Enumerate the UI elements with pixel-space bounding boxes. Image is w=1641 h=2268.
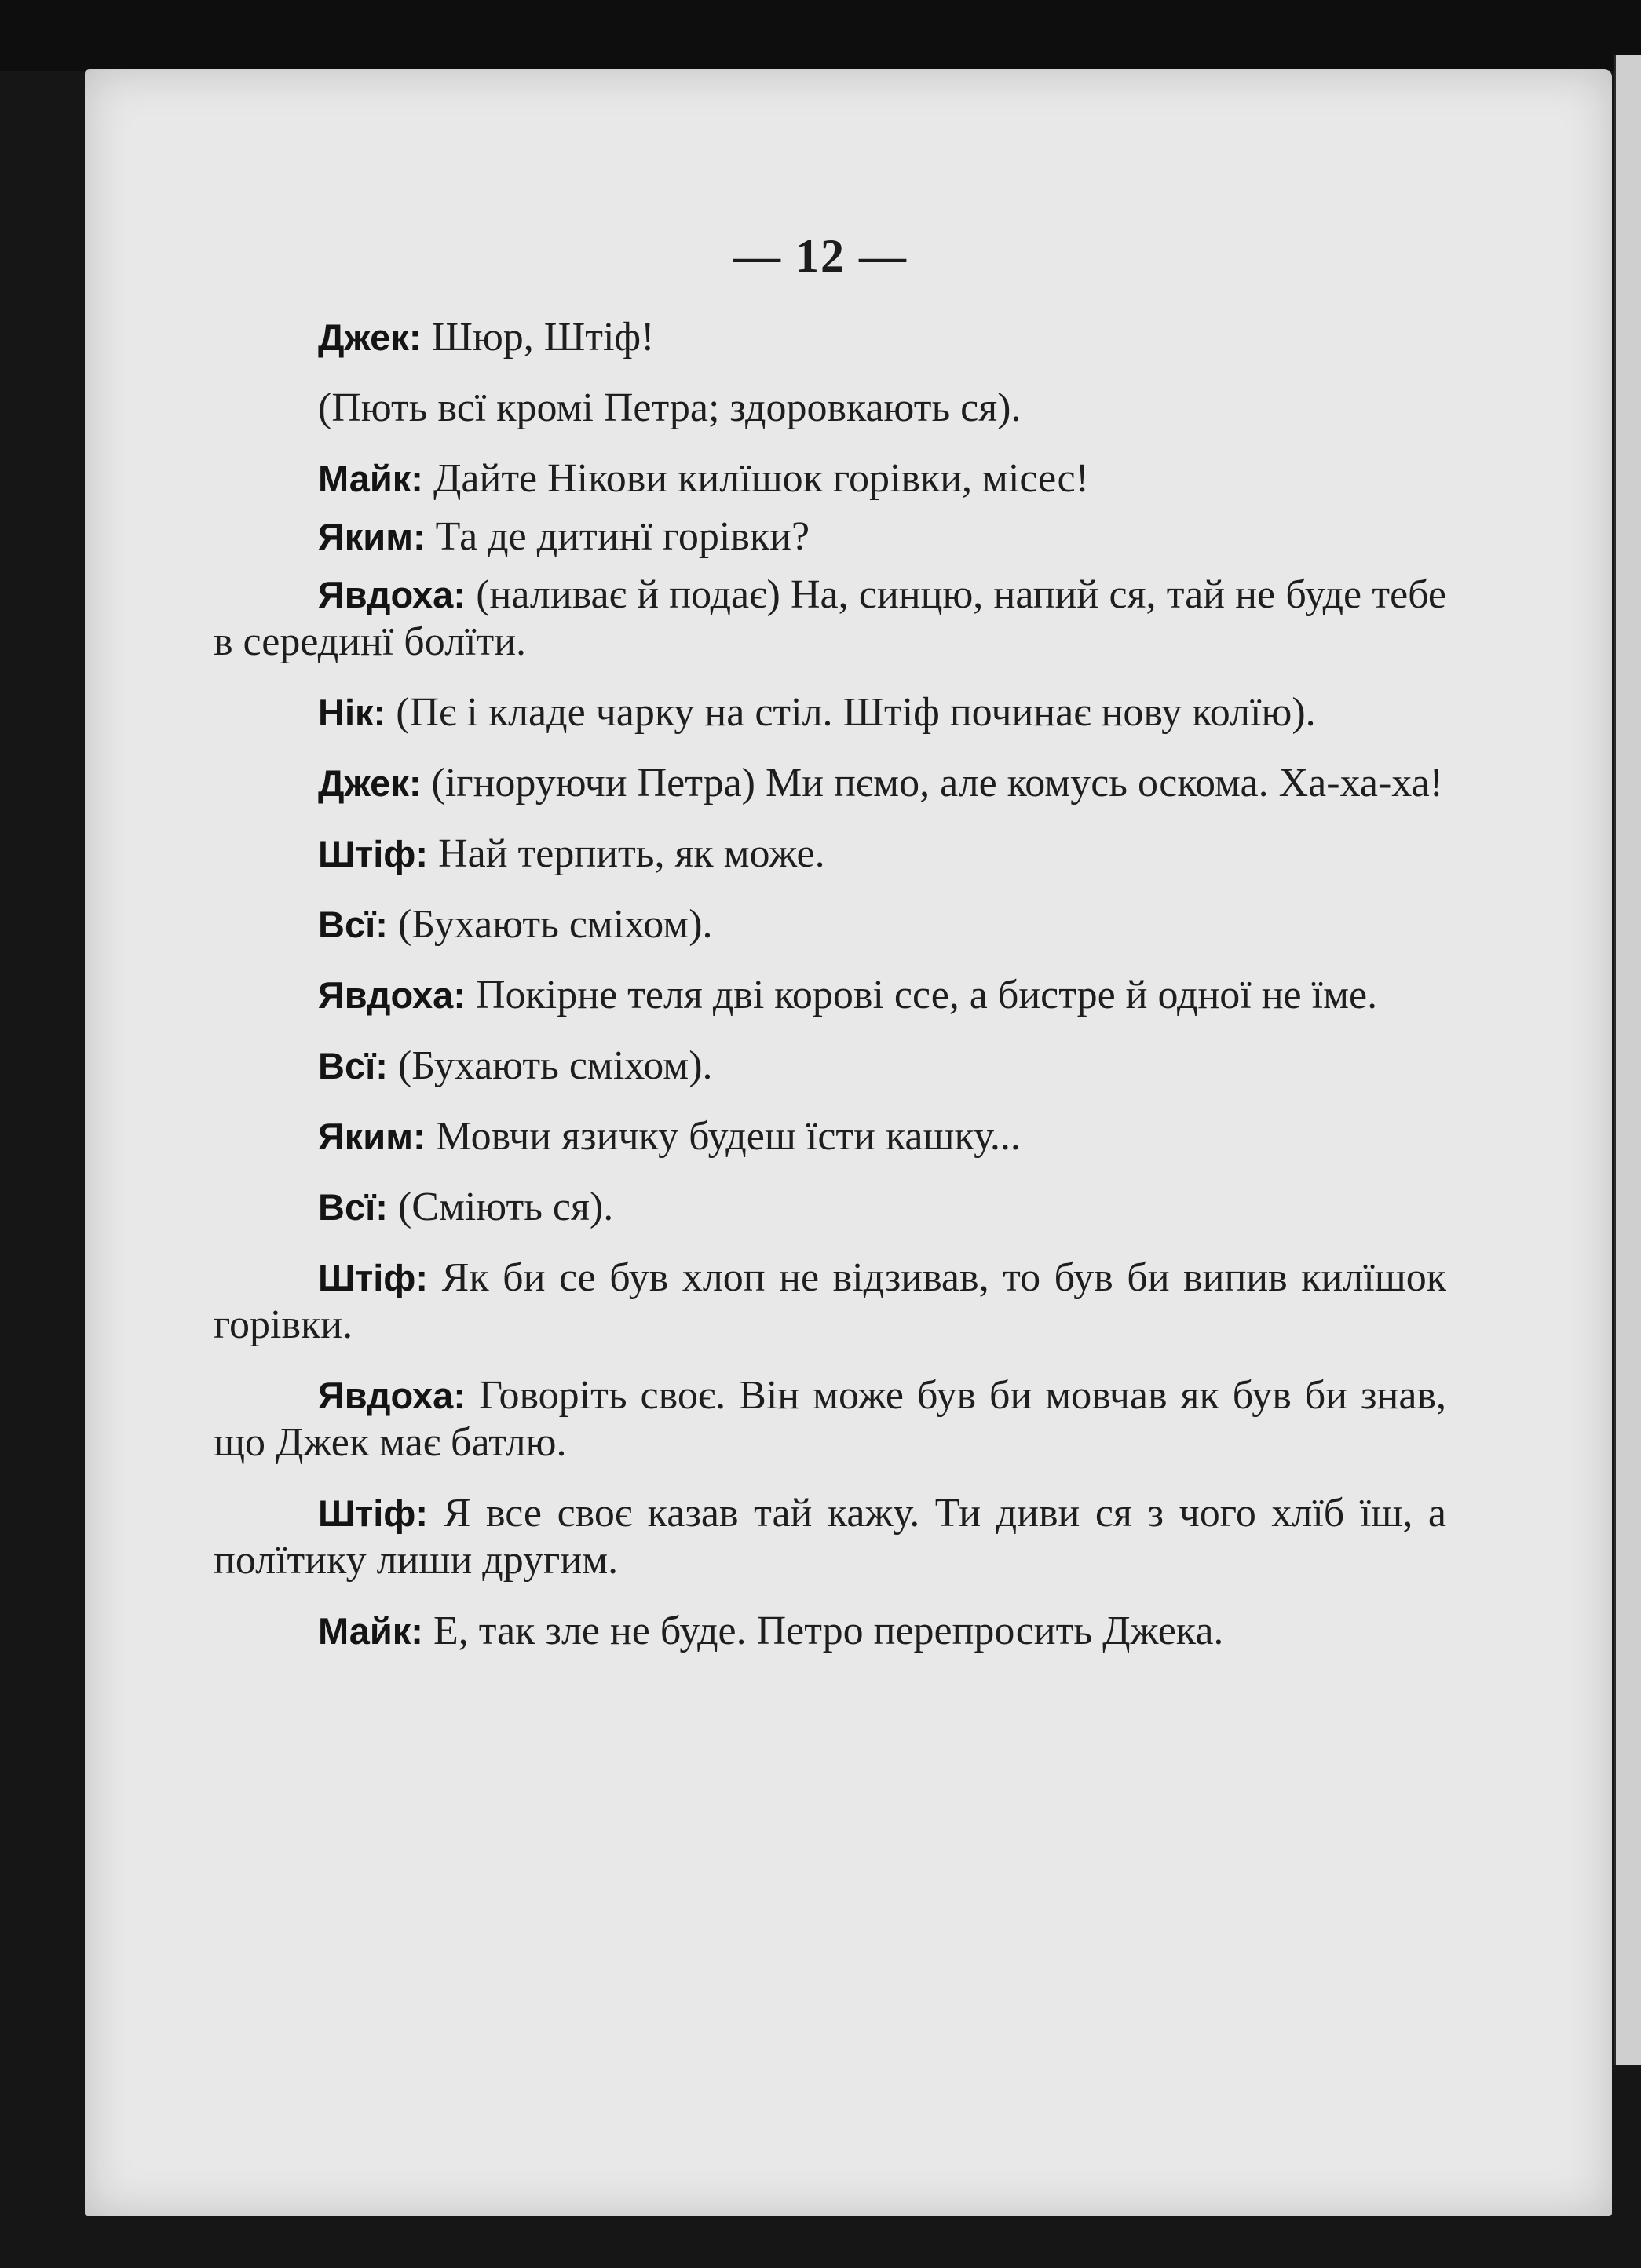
speaker-name: Всї: — [318, 1186, 388, 1228]
speaker-name: Явдоха: — [318, 574, 466, 615]
dialogue-line — [214, 689, 1446, 736]
speaker-name: Штіф: — [318, 1257, 429, 1298]
line-text: Говоріть своє. Він може був би мовчав як був би знав, що Джек має батлю. — [214, 1373, 1447, 1465]
line-text: (Сміють ся). — [397, 1185, 614, 1229]
dialogue-line — [214, 1043, 1446, 1090]
dialogue-line — [214, 972, 1446, 1019]
speaker-name: Джек: — [318, 316, 422, 358]
line-text: (Пє і кладе чарку на стіл. Штіф починає нову колїю). — [396, 690, 1316, 735]
speaker-name: Всї: — [318, 1045, 388, 1087]
scan-background — [0, 0, 1641, 71]
dialogue-line — [214, 513, 1446, 561]
line-text: Я все своє казав тай кажу. Ти диви ся з чого хлїб ïш, а полїтику лиши другим. — [214, 1491, 1446, 1583]
speaker-name: Явдоха: — [318, 1375, 466, 1416]
line-text: (Пють всї кромі Петра; здоровкають ся). — [318, 385, 1022, 430]
speaker-name: Всї: — [318, 904, 388, 945]
line-text: Дайте Нікови килїшок горівки, місес! — [433, 456, 1089, 501]
dialogue-line — [214, 1372, 1446, 1466]
dialogue-line — [214, 760, 1446, 807]
dialogue-block — [214, 314, 1446, 1678]
speaker-name: Майк: — [318, 1610, 423, 1652]
dialogue-line — [214, 831, 1446, 878]
line-text: Най терпить, як може. — [438, 831, 825, 876]
next-page-edge — [1614, 55, 1641, 2065]
speaker-name: Майк: — [318, 458, 423, 499]
line-text: (Бухають сміхом). — [397, 1043, 713, 1088]
speaker-name: Джек: — [318, 762, 422, 804]
dialogue-line — [214, 455, 1446, 502]
dialogue-line — [214, 1113, 1446, 1160]
dialogue-line — [214, 572, 1446, 666]
dialogue-line — [214, 1255, 1446, 1349]
line-text: Е, так зле не буде. Петро перепросить Джека. — [433, 1609, 1224, 1653]
speaker-name: Штіф: — [318, 1492, 429, 1534]
line-text: (наливає й подає) На, синцю, напий ся, тай не буде тебе в серединї болїти. — [214, 572, 1447, 664]
stage-direction — [214, 385, 1446, 432]
line-text: Та де дитинї горівки? — [435, 514, 810, 559]
speaker-name: Яким: — [318, 516, 426, 557]
line-text: Мовчи язичку будеш ïсти кашку... — [435, 1114, 1021, 1159]
dialogue-line — [214, 1490, 1446, 1584]
line-text: (Бухають сміхом). — [397, 902, 713, 947]
speaker-name: Явдоха: — [318, 974, 466, 1016]
line-text: (ігноруючи Петра) Ми пємо, але комусь оскома. Ха-ха-ха! — [431, 761, 1443, 805]
dialogue-line — [214, 901, 1446, 948]
page-number: — 12 — — [733, 230, 908, 282]
dialogue-line — [214, 1608, 1446, 1655]
speaker-name: Нік: — [318, 692, 386, 733]
speaker-name: Штіф: — [318, 833, 429, 875]
dialogue-line — [214, 314, 1446, 361]
line-text: Шюр, Штіф! — [431, 315, 655, 360]
dialogue-line — [214, 1184, 1446, 1231]
line-text: Покірне теля дві корові ссе, а бистре й одної не ïме. — [475, 973, 1378, 1017]
line-text: Як би се був хлоп не відзивав, то був би випив килїшок горівки. — [214, 1255, 1446, 1347]
speaker-name: Яким: — [318, 1116, 426, 1157]
